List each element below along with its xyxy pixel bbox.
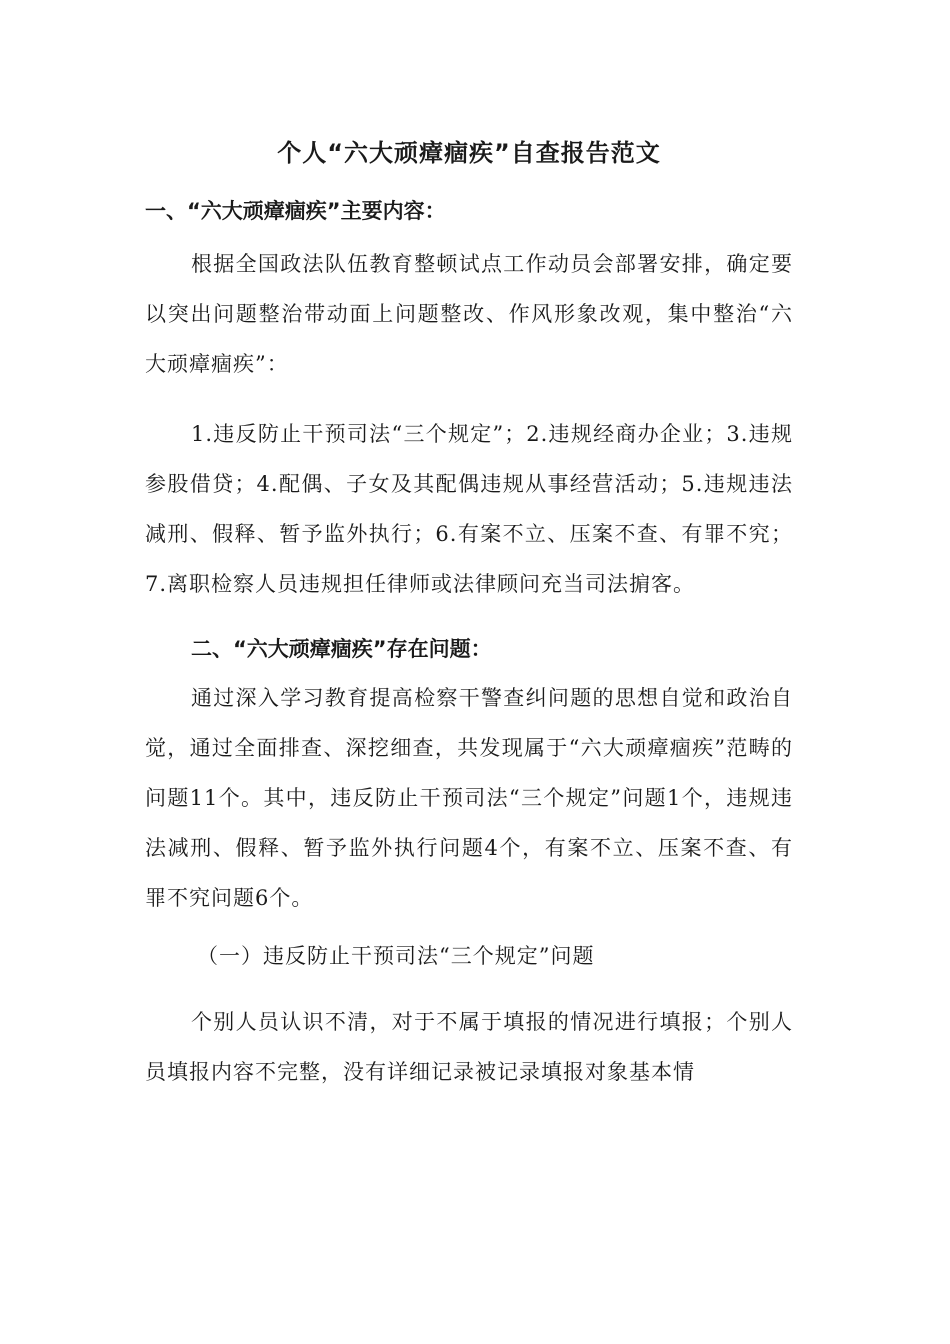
section-1-heading: 一、“六大顽瘴痼疾”主要内容： bbox=[145, 199, 446, 223]
section-2-subheading: （一）违反防止干预司法“三个规定”问题 bbox=[197, 944, 595, 968]
section-2-paragraph-1: 通过深入学习教育提高检察干警查纠问题的思想自觉和政治自觉，通过全面排查、深挖细查，共发现属于“六大顽瘴痼疾”范畴的问题11个。其中，违反防止干预司法“三个规定”问题1个，违规违法减刑、假释、暂予监外执行问题4个，有案不立、压案不查、有罪不究问题6个。 bbox=[145, 686, 793, 910]
section-2-heading: 二、“六大顽瘴痼疾”存在问题： bbox=[191, 637, 492, 661]
section-2-paragraph-2: 个别人员认识不清，对于不属于填报的情况进行填报；个别人员填报内容不完整，没有详细记录被记录填报对象基本情 bbox=[145, 1010, 793, 1084]
section-1-paragraph-2: 1.违反防止干预司法“三个规定”；2.违规经商办企业；3.违规参股借贷；4.配偶、子女及其配偶违规从事经营活动；5.违规违法减刑、假释、暂予监外执行；6.有案不立、压案不查、有罪不究；7.离职检察人员违规担任律师或法律顾问充当司法掮客。 bbox=[145, 422, 793, 596]
document-title: 个人“六大顽瘴痼疾”自查报告范文 bbox=[277, 139, 661, 167]
section-1-paragraph-1: 根据全国政法队伍教育整顿试点工作动员会部署安排，确定要以突出问题整治带动面上问题整改、作风形象改观，集中整治“六大顽瘴痼疾”： bbox=[145, 252, 793, 376]
document-body bbox=[145, 133, 793, 1097]
